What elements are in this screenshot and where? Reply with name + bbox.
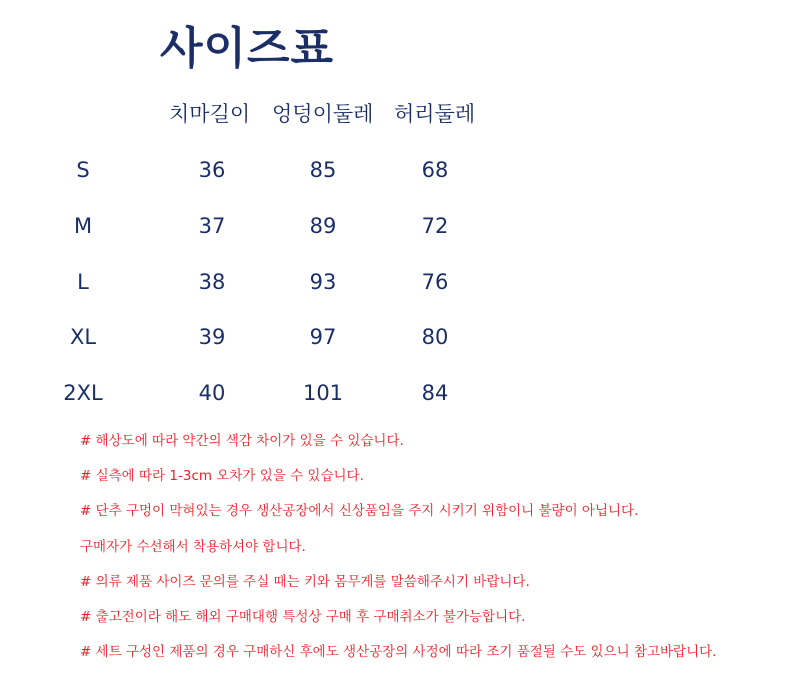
- table-cell: 84: [421, 381, 449, 405]
- column-header-hip: 엉덩이둘레: [272, 102, 374, 126]
- size-label: S: [76, 158, 90, 182]
- page-title: 사이즈표: [160, 23, 335, 74]
- notice-item: # 출고전이라 해도 해외 구매대행 특성상 구매 후 구매취소가 불가능합니다.: [80, 608, 526, 625]
- table-cell: 36: [198, 158, 226, 182]
- table-cell: 38: [198, 270, 226, 294]
- table-cell: 89: [309, 214, 337, 238]
- size-label: 2XL: [63, 381, 103, 405]
- table-cell: 40: [198, 381, 226, 405]
- table-cell: 101: [302, 381, 344, 405]
- size-label: L: [77, 270, 89, 294]
- table-cell: 39: [198, 325, 226, 349]
- notice-item: # 해상도에 따라 약간의 색감 차이가 있을 수 있습니다.: [80, 433, 404, 449]
- notice-item: # 세트 구성인 제품의 경우 구매하신 후에도 생산공장의 사정에 따라 조기 품절될 수도 있으니 참고바랍니다.: [80, 644, 717, 661]
- notice-list: [80, 429, 790, 675]
- size-label: M: [73, 214, 93, 238]
- table-cell: 80: [421, 325, 449, 349]
- notice-item: # 단추 구멍이 막혀있는 경우 생산공장에서 신상품임을 주지 시키기 위함이니 불량이 아닙니다.: [80, 503, 639, 520]
- table-cell: 97: [309, 325, 337, 349]
- column-header-waist: 허리둘레: [394, 102, 476, 126]
- notice-item: 구매자가 수선해서 착용하셔야 합니다.: [80, 538, 306, 555]
- table-cell: 37: [198, 214, 226, 238]
- size-label: XL: [69, 325, 97, 349]
- table-cell: 68: [421, 158, 449, 182]
- table-cell: 85: [309, 158, 337, 182]
- notice-item: # 실측에 따라 1-3cm 오차가 있을 수 있습니다.: [80, 468, 364, 485]
- column-header-skirt-length: 치마길이: [169, 102, 251, 126]
- table-cell: 72: [421, 214, 449, 238]
- table-cell: 76: [421, 270, 449, 294]
- notice-item: # 의류 제품 사이즈 문의를 주실 때는 키와 몸무게를 말씀해주시기 바랍니다.: [80, 573, 530, 590]
- table-cell: 93: [309, 270, 337, 294]
